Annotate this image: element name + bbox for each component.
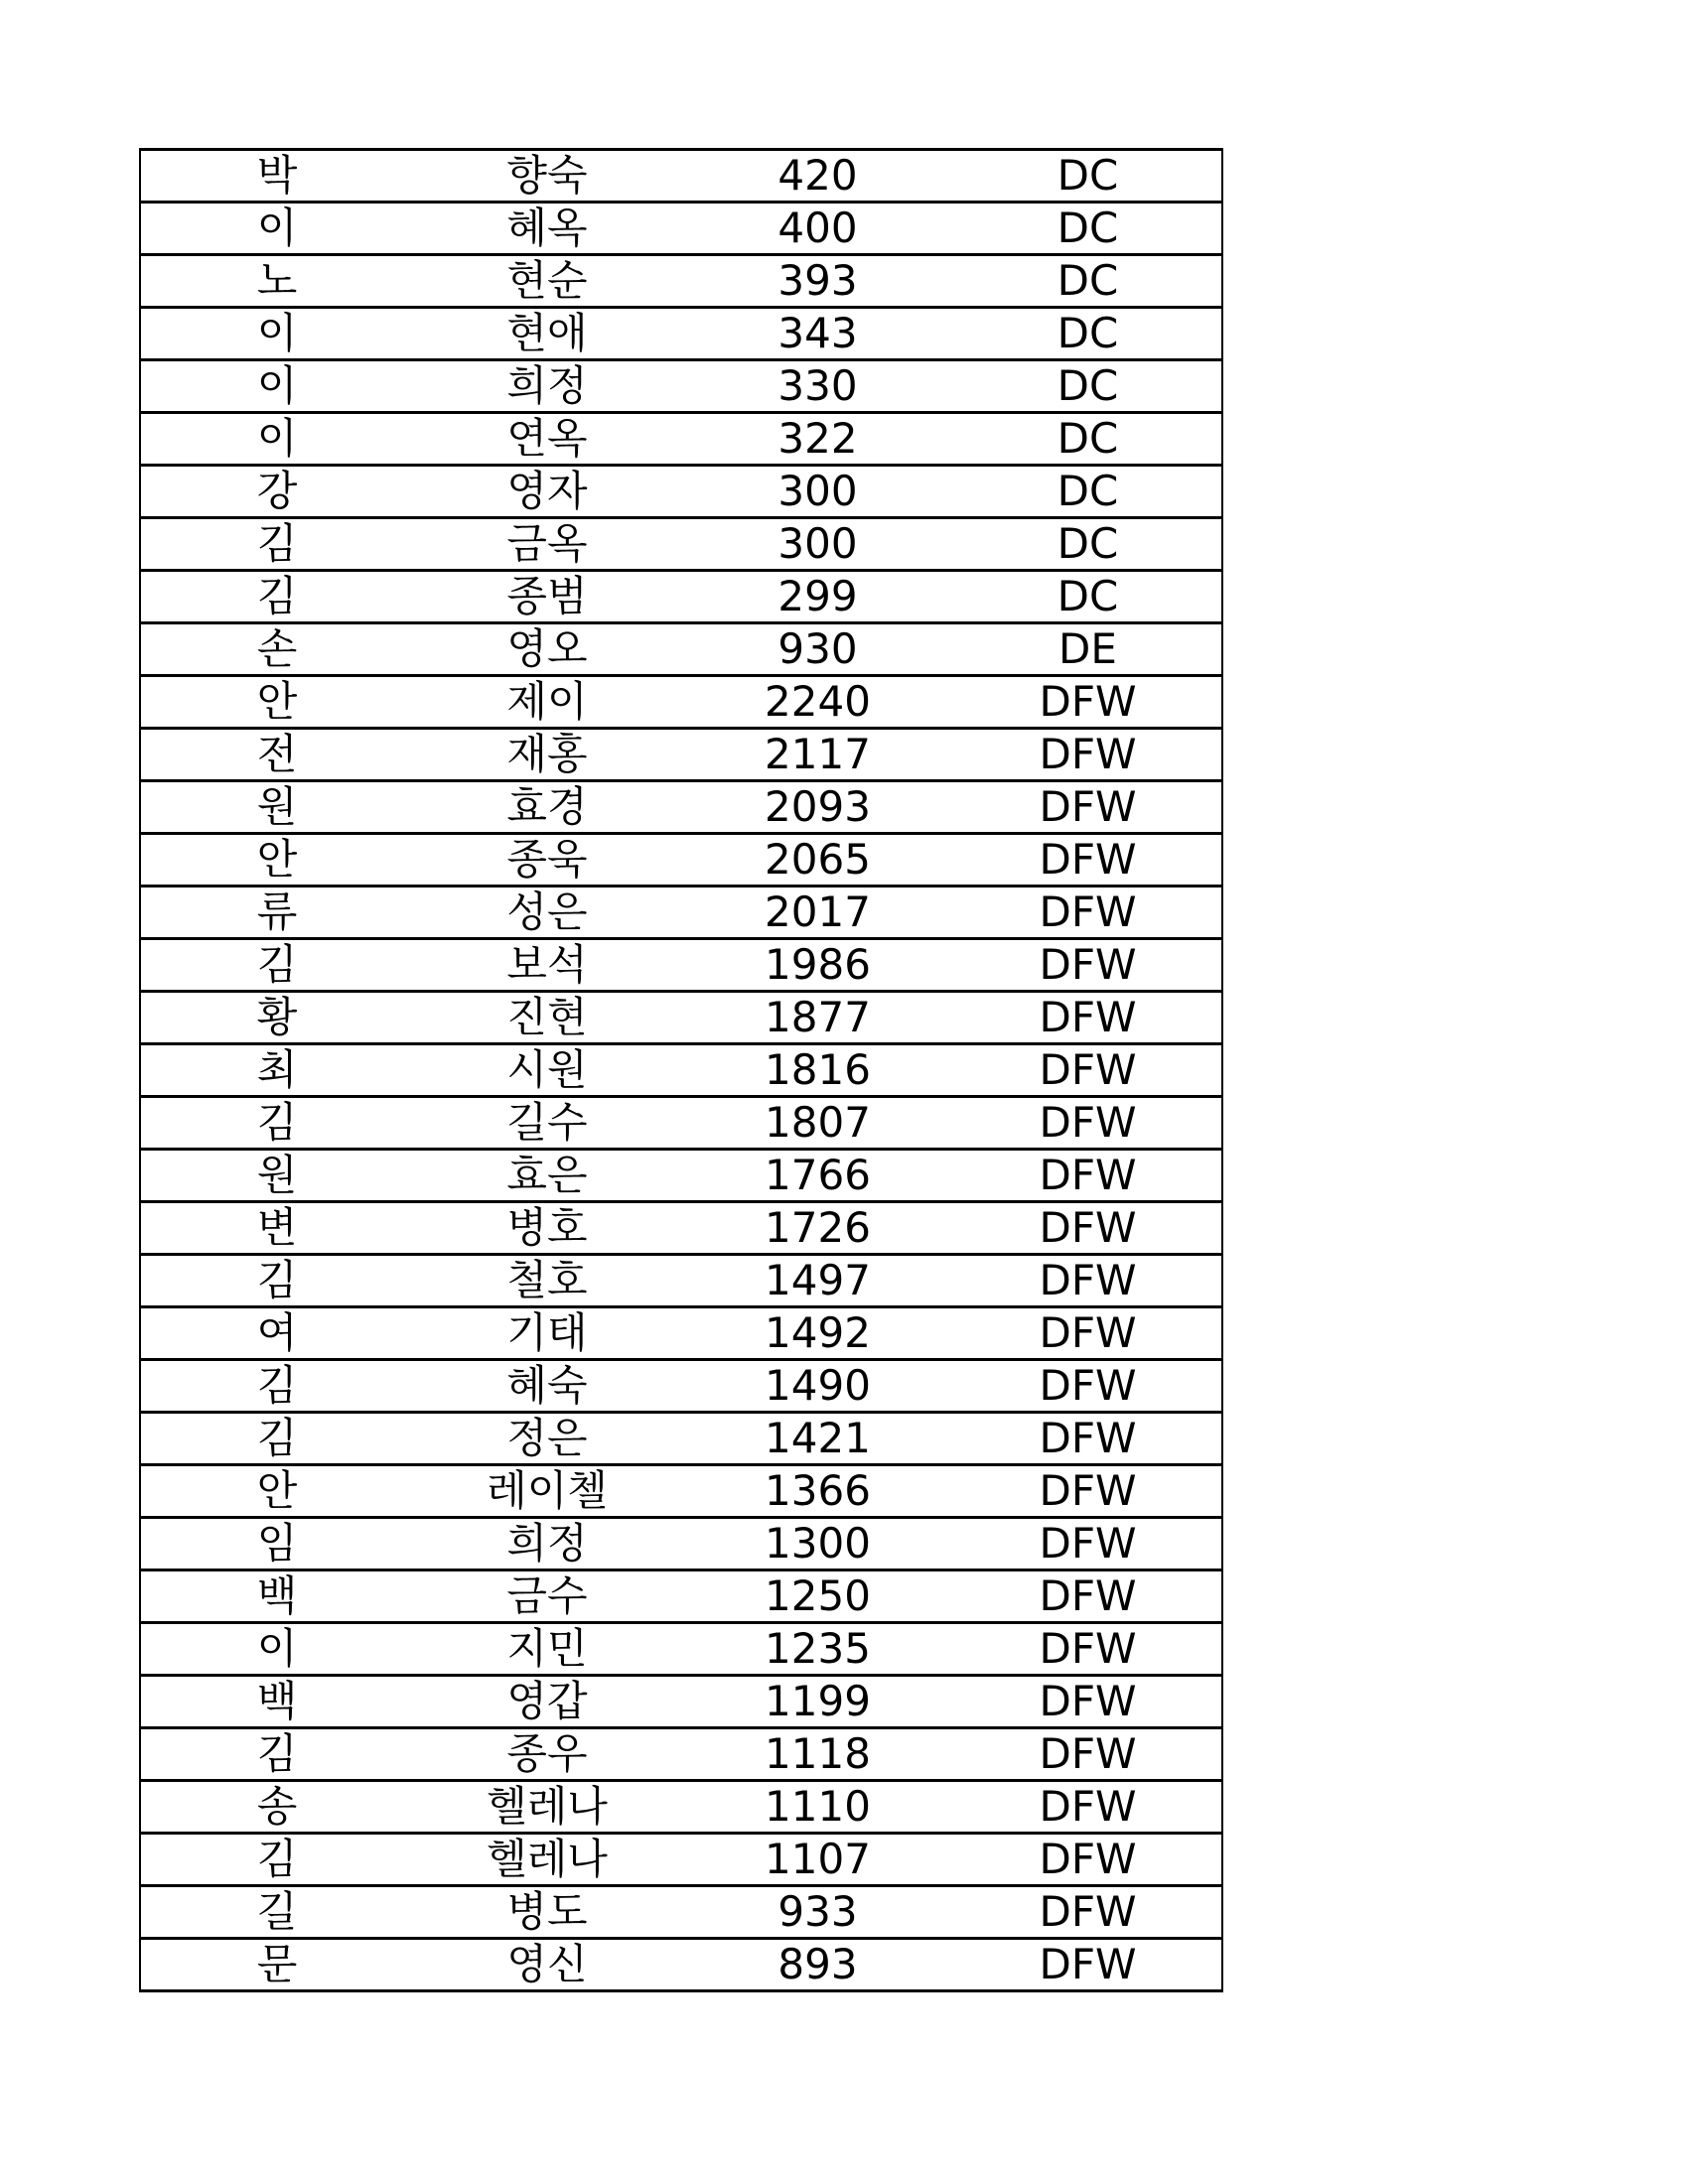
- given-name-cell: 보석: [413, 939, 681, 992]
- region-cell: DFW: [954, 1307, 1222, 1360]
- amount-cell: 1250: [681, 1570, 954, 1623]
- given-name-cell: 혜숙: [413, 1360, 681, 1413]
- table-row: [140, 1150, 1222, 1202]
- given-name-cell: 영갑: [413, 1676, 681, 1728]
- given-name-cell: 시원: [413, 1044, 681, 1097]
- amount-cell: 1300: [681, 1518, 954, 1570]
- region-cell: DFW: [954, 1044, 1222, 1097]
- given-name-cell: 철호: [413, 1255, 681, 1307]
- surname-cell: 박: [140, 150, 413, 203]
- amount-cell: 1766: [681, 1150, 954, 1202]
- table-row: [140, 1044, 1222, 1097]
- surname-cell: 김: [140, 1255, 413, 1307]
- region-cell: DC: [954, 255, 1222, 308]
- region-cell: DFW: [954, 939, 1222, 992]
- given-name-cell: 지민: [413, 1623, 681, 1676]
- given-name-cell: 병도: [413, 1886, 681, 1939]
- amount-cell: 2017: [681, 887, 954, 939]
- given-name-cell: 금옥: [413, 518, 681, 571]
- amount-cell: 420: [681, 150, 954, 203]
- table-row: [140, 150, 1222, 203]
- region-cell: DFW: [954, 1886, 1222, 1939]
- table-row: [140, 1307, 1222, 1360]
- table-row: [140, 834, 1222, 887]
- table-row: [140, 1413, 1222, 1465]
- surname-cell: 길: [140, 1886, 413, 1939]
- surname-cell: 류: [140, 887, 413, 939]
- amount-cell: 1107: [681, 1834, 954, 1886]
- given-name-cell: 종범: [413, 571, 681, 623]
- surname-cell: 이: [140, 308, 413, 360]
- amount-cell: 2240: [681, 676, 954, 729]
- amount-cell: 1118: [681, 1728, 954, 1781]
- surname-cell: 변: [140, 1202, 413, 1255]
- surname-cell: 이: [140, 360, 413, 413]
- table-row: [140, 1255, 1222, 1307]
- region-cell: DFW: [954, 1676, 1222, 1728]
- region-cell: DFW: [954, 1570, 1222, 1623]
- table-row: [140, 308, 1222, 360]
- surname-cell: 백: [140, 1676, 413, 1728]
- region-cell: DFW: [954, 1465, 1222, 1518]
- given-name-cell: 영신: [413, 1939, 681, 1991]
- amount-cell: 2065: [681, 834, 954, 887]
- table-row: [140, 781, 1222, 834]
- region-cell: DFW: [954, 834, 1222, 887]
- amount-cell: 1490: [681, 1360, 954, 1413]
- surname-cell: 백: [140, 1570, 413, 1623]
- amount-cell: 300: [681, 518, 954, 571]
- amount-cell: 1235: [681, 1623, 954, 1676]
- region-cell: DC: [954, 518, 1222, 571]
- amount-cell: 2093: [681, 781, 954, 834]
- table-row: [140, 413, 1222, 466]
- surname-cell: 최: [140, 1044, 413, 1097]
- given-name-cell: 제이: [413, 676, 681, 729]
- surname-cell: 김: [140, 939, 413, 992]
- table-row: [140, 1465, 1222, 1518]
- surname-cell: 안: [140, 834, 413, 887]
- region-cell: DC: [954, 466, 1222, 518]
- table-row: [140, 203, 1222, 255]
- region-cell: DC: [954, 150, 1222, 203]
- amount-cell: 393: [681, 255, 954, 308]
- surname-cell: 김: [140, 1097, 413, 1150]
- region-cell: DC: [954, 413, 1222, 466]
- given-name-cell: 종우: [413, 1728, 681, 1781]
- region-cell: DFW: [954, 1202, 1222, 1255]
- surname-cell: 송: [140, 1781, 413, 1834]
- table-row: [140, 939, 1222, 992]
- region-cell: DFW: [954, 1413, 1222, 1465]
- given-name-cell: 효경: [413, 781, 681, 834]
- amount-cell: 1877: [681, 992, 954, 1044]
- table-row: [140, 992, 1222, 1044]
- amount-cell: 1199: [681, 1676, 954, 1728]
- region-cell: DFW: [954, 1255, 1222, 1307]
- amount-cell: 1816: [681, 1044, 954, 1097]
- surname-cell: 김: [140, 1413, 413, 1465]
- amount-cell: 299: [681, 571, 954, 623]
- amount-cell: 1726: [681, 1202, 954, 1255]
- table-row: [140, 887, 1222, 939]
- table-row: [140, 1676, 1222, 1728]
- region-cell: DFW: [954, 992, 1222, 1044]
- amount-cell: 1492: [681, 1307, 954, 1360]
- surname-cell: 임: [140, 1518, 413, 1570]
- region-cell: DFW: [954, 729, 1222, 781]
- given-name-cell: 기태: [413, 1307, 681, 1360]
- surname-cell: 원: [140, 1150, 413, 1202]
- amount-cell: 1421: [681, 1413, 954, 1465]
- region-cell: DE: [954, 623, 1222, 676]
- surname-cell: 원: [140, 781, 413, 834]
- given-name-cell: 진현: [413, 992, 681, 1044]
- given-name-cell: 효은: [413, 1150, 681, 1202]
- region-cell: DC: [954, 360, 1222, 413]
- amount-cell: 343: [681, 308, 954, 360]
- roster-table: [139, 148, 1223, 1992]
- table-row: [140, 1097, 1222, 1150]
- surname-cell: 이: [140, 203, 413, 255]
- table-row: [140, 1728, 1222, 1781]
- surname-cell: 김: [140, 1728, 413, 1781]
- region-cell: DFW: [954, 1097, 1222, 1150]
- region-cell: DFW: [954, 1360, 1222, 1413]
- given-name-cell: 희정: [413, 360, 681, 413]
- given-name-cell: 종욱: [413, 834, 681, 887]
- given-name-cell: 혜옥: [413, 203, 681, 255]
- surname-cell: 이: [140, 1623, 413, 1676]
- given-name-cell: 향숙: [413, 150, 681, 203]
- given-name-cell: 연옥: [413, 413, 681, 466]
- given-name-cell: 성은: [413, 887, 681, 939]
- amount-cell: 330: [681, 360, 954, 413]
- surname-cell: 전: [140, 729, 413, 781]
- surname-cell: 황: [140, 992, 413, 1044]
- surname-cell: 손: [140, 623, 413, 676]
- given-name-cell: 영오: [413, 623, 681, 676]
- region-cell: DC: [954, 203, 1222, 255]
- surname-cell: 강: [140, 466, 413, 518]
- region-cell: DFW: [954, 887, 1222, 939]
- region-cell: DFW: [954, 1623, 1222, 1676]
- surname-cell: 김: [140, 571, 413, 623]
- region-cell: DFW: [954, 676, 1222, 729]
- table-row: [140, 255, 1222, 308]
- given-name-cell: 헬레나: [413, 1781, 681, 1834]
- amount-cell: 1497: [681, 1255, 954, 1307]
- region-cell: DFW: [954, 1834, 1222, 1886]
- given-name-cell: 영자: [413, 466, 681, 518]
- surname-cell: 여: [140, 1307, 413, 1360]
- region-cell: DC: [954, 571, 1222, 623]
- surname-cell: 이: [140, 413, 413, 466]
- amount-cell: 322: [681, 413, 954, 466]
- table-row: [140, 1202, 1222, 1255]
- amount-cell: 933: [681, 1886, 954, 1939]
- table-row: [140, 1570, 1222, 1623]
- given-name-cell: 희정: [413, 1518, 681, 1570]
- given-name-cell: 금수: [413, 1570, 681, 1623]
- table-row: [140, 676, 1222, 729]
- table-row: [140, 623, 1222, 676]
- region-cell: DFW: [954, 1939, 1222, 1991]
- given-name-cell: 재홍: [413, 729, 681, 781]
- region-cell: DFW: [954, 1150, 1222, 1202]
- surname-cell: 김: [140, 518, 413, 571]
- amount-cell: 1366: [681, 1465, 954, 1518]
- given-name-cell: 길수: [413, 1097, 681, 1150]
- amount-cell: 893: [681, 1939, 954, 1991]
- table-row: [140, 518, 1222, 571]
- surname-cell: 김: [140, 1834, 413, 1886]
- region-cell: DFW: [954, 1728, 1222, 1781]
- given-name-cell: 현애: [413, 308, 681, 360]
- table-row: [140, 466, 1222, 518]
- surname-cell: 노: [140, 255, 413, 308]
- amount-cell: 930: [681, 623, 954, 676]
- given-name-cell: 정은: [413, 1413, 681, 1465]
- surname-cell: 김: [140, 1360, 413, 1413]
- table-row: [140, 729, 1222, 781]
- table-row: [140, 1886, 1222, 1939]
- amount-cell: 1110: [681, 1781, 954, 1834]
- surname-cell: 문: [140, 1939, 413, 1991]
- table-row: [140, 1623, 1222, 1676]
- region-cell: DFW: [954, 1518, 1222, 1570]
- table-row: [140, 1939, 1222, 1991]
- table-row: [140, 1518, 1222, 1570]
- amount-cell: 2117: [681, 729, 954, 781]
- table-row: [140, 571, 1222, 623]
- table-row: [140, 1834, 1222, 1886]
- table-row: [140, 360, 1222, 413]
- surname-cell: 안: [140, 1465, 413, 1518]
- surname-cell: 안: [140, 676, 413, 729]
- table-row: [140, 1781, 1222, 1834]
- roster-table-body: [140, 150, 1222, 1991]
- given-name-cell: 병호: [413, 1202, 681, 1255]
- amount-cell: 1807: [681, 1097, 954, 1150]
- given-name-cell: 현순: [413, 255, 681, 308]
- region-cell: DC: [954, 308, 1222, 360]
- given-name-cell: 레이첼: [413, 1465, 681, 1518]
- amount-cell: 400: [681, 203, 954, 255]
- table-row: [140, 1360, 1222, 1413]
- amount-cell: 1986: [681, 939, 954, 992]
- given-name-cell: 헬레나: [413, 1834, 681, 1886]
- amount-cell: 300: [681, 466, 954, 518]
- region-cell: DFW: [954, 781, 1222, 834]
- region-cell: DFW: [954, 1781, 1222, 1834]
